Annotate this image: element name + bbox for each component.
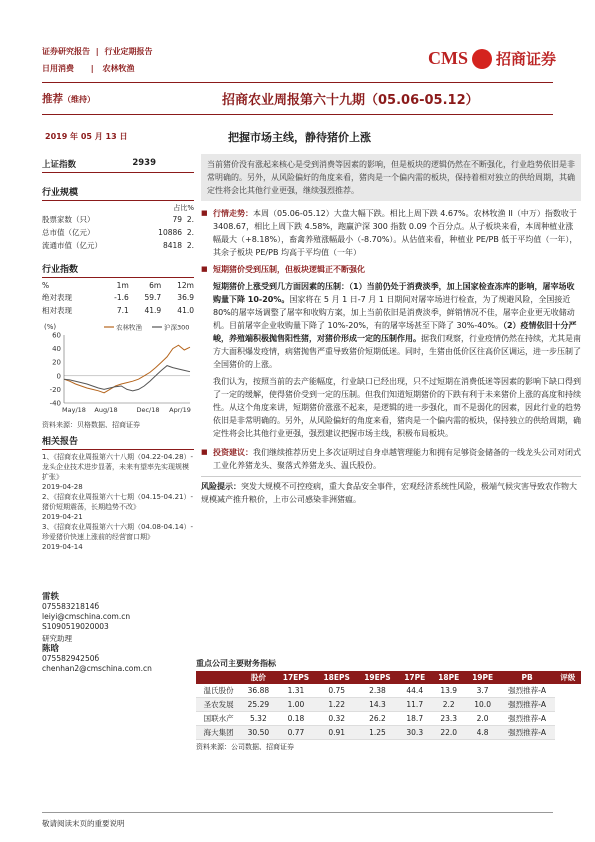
analyst1-tel: 07558321814б: [42, 602, 100, 611]
cell: 强烈推荐-A: [500, 726, 555, 740]
cell: 22.0: [432, 726, 466, 740]
legend-label: 沪深300: [164, 323, 190, 332]
para-text-2: 据我们观察，行业疫情仍然在持续，尤其是南方大面积爆发疫情，病猪抛售严重导致猪价短期低迷。同时，生猪由低价区往高价区调运，进一步压制了全国猪价的上涨。: [213, 334, 581, 369]
table-header: [196, 671, 581, 684]
perf-value: 41.0: [177, 306, 194, 315]
header-rule: [42, 82, 553, 83]
cell: 温氏股份: [196, 684, 241, 698]
risk-note: [201, 476, 581, 506]
related-reports-title: 相关报告: [42, 434, 194, 450]
cell: 海大集团: [196, 726, 241, 740]
table-row: [42, 213, 194, 226]
para-bold-1: 短期猪价上涨受到几方面因素的压制：（1）当前仍处于消费淡季，加上国家检查冻库的影响，屠宰场收购量下降 10-20%。: [213, 282, 575, 304]
cell: 强烈推荐-A: [500, 684, 555, 698]
scale-pct: 2.: [186, 228, 194, 237]
index-value: 2939: [132, 158, 156, 168]
main-content: [201, 154, 581, 506]
para-pressure: [201, 280, 581, 371]
perf-value: 59.7: [144, 293, 162, 302]
cell: 圣农发展: [196, 698, 241, 712]
cell: 3.7: [466, 684, 500, 698]
y-tick-label: -40: [49, 399, 61, 408]
industry-index-title: 行业指数: [42, 262, 194, 278]
bullet-advice-label: 投资建议：: [213, 448, 253, 457]
related-item[interactable]: 2、《招商农业周报第六十七期（04.15-04.21）-猪价短期震荡，长期趋势不改》: [42, 493, 194, 511]
cell: 0.32: [316, 712, 357, 726]
analyst2-email[interactable]: chenhan2@cmschina.com.cn: [42, 664, 152, 673]
cell: 10.0: [466, 698, 500, 712]
cell: 0.91: [316, 726, 357, 740]
cell: 2.38: [357, 684, 398, 698]
pct-label: 占比%: [173, 204, 194, 212]
company-table-block: [196, 658, 581, 752]
table-row: [42, 226, 194, 239]
scale-value: 79: [172, 215, 183, 224]
cell: 1.31: [276, 684, 317, 698]
col-head: 19EPS: [357, 671, 398, 684]
scale-value: 8418: [162, 241, 183, 250]
risk-text: 突发大规模不可控疫病，重大食品安全事件，宏观经济系统性风险，极端气候灾害导致农作物大规模减产推升粮价，上市公司感染非洲猪瘟。: [201, 482, 577, 504]
col-head: [196, 671, 241, 684]
perf-table: [42, 280, 194, 317]
legend-label: 农林牧渔: [116, 323, 142, 332]
report-date: 2019 年 05 月 13 日: [45, 132, 128, 141]
cell: 18.7: [398, 712, 432, 726]
table-row: [42, 304, 194, 317]
related-item[interactable]: 3、《招商农业周报第六十六期（04.08-04.14）-珍爱猪价快速上涨前的经营窗口期》: [42, 523, 194, 541]
cell: 30.50: [241, 726, 275, 740]
perf-value: 36.9: [177, 293, 194, 302]
para-text-1: 国家将在 5 月 1 日-7 月 1 日期间对屠宰场进行检查，为了规避风险，全国接近 80%的屠宰场调整了屠宰和收购方案，加上当前依旧是消费淡季，鲜销情况不佳，屠宰企业更无收储动机。目前屠宰企业收购量下降了 10%-20%，有的屠宰场甚至下降了 30%-40%。: [213, 295, 575, 330]
analyst1-email[interactable]: leiyi@cmschina.com.cn: [42, 612, 131, 621]
scale-value: 10886: [158, 228, 183, 237]
rating-label: 推荐: [42, 93, 63, 105]
performance-chart: [42, 321, 194, 416]
col-head: 17EPS: [276, 671, 317, 684]
col-head: 19PE: [466, 671, 500, 684]
para-view: 我们认为，按照当前的去产能幅度，行业缺口已经出现，只不过短期在消费低迷等因素的影响下缺口得到了一定的缓解，使得猪价受到一定的压制。但我们知道短期猪价的下跌有利于未来猪价上涨的高度和持续性。从这个角度来讲，短期猪价涨涨不起来，是逻辑的进一步强化，而不是弱化的因素，因此行业的趋势依旧是非常明确的。另外，从风险偏好的角度来看，猪肉是一个偏内需的板块，保持独立的供给周期，确定性将会比其他行业更强，强烈建议把握市场主线，积极布局板块。: [213, 377, 581, 438]
y-tick-label: 0: [56, 372, 61, 381]
bullet-market-text: 本周（05.06-05.12）大盘大幅下跌。相比上周下跌 4.67%。农林牧渔 II（中万）指数收于 3408.67，相比上周下跌 4.58%，跑赢沪深 300 指数 0.09 个百分点。从子板块来看，本周种植业涨幅最大（+8.18%），畜禽养殖涨幅最小（-8.70%）。从估值来看，种植业 PE/PB 低于平均值（一年），其余子板块 PE/PB 均高于平均值（一年）: [213, 209, 578, 257]
footer-note: 敬请阅读末页的重要说明: [42, 819, 125, 828]
related-date: 2019-04-28: [42, 483, 83, 491]
scale-table: [42, 213, 194, 252]
cell: 2.0: [466, 712, 500, 726]
col-head: 18PE: [432, 671, 466, 684]
separator: |: [95, 47, 99, 56]
y-tick-label: 20: [52, 358, 61, 367]
bullet-pig-price: [201, 263, 581, 276]
scale-pct: 2.: [186, 241, 194, 250]
scale-pct: 2.: [186, 215, 194, 224]
industry-scale-title: 行业规模: [42, 185, 194, 201]
cell: 强烈推荐-A: [500, 698, 555, 712]
logo-name: 招商证券: [496, 50, 557, 68]
cell: 30.3: [398, 726, 432, 740]
cell: 0.18: [276, 712, 317, 726]
col-head: PB: [500, 671, 555, 684]
company-table: [196, 671, 581, 740]
table-row: [42, 291, 194, 304]
table-row: [196, 726, 581, 740]
x-tick-label: May/18: [62, 406, 86, 414]
y-tick-label: 60: [52, 331, 61, 340]
x-tick-label: Apr/19: [169, 406, 191, 414]
logo-icon: [472, 49, 492, 69]
footer-rule: [42, 812, 553, 813]
sidebar: [42, 150, 194, 674]
report-title: 招商农业周报第六十九期（05.06-05.12）: [222, 93, 479, 108]
analyst2-tel: 07558294250б: [42, 654, 100, 663]
series-line-agriculture: [64, 345, 190, 393]
table-row: [42, 239, 194, 252]
perf-label: 绝对表现: [42, 293, 72, 302]
table-source: 资料来源：公司数据、招商证券: [196, 743, 294, 751]
related-item[interactable]: 1、《招商农业周报第六十八期（04.22-04.28）-龙头企业技术进步显著，未来有望率先实现规模扩张》: [42, 453, 194, 481]
table-header: [42, 280, 194, 291]
col-head: 17PE: [398, 671, 432, 684]
y-tick-label: -20: [49, 385, 61, 394]
perf-value: 41.9: [144, 306, 162, 315]
logo-cms-text: CMS: [428, 48, 468, 68]
para-bold-2: （2）疫情依旧十分严峻，养殖端积极抛售阳性猪，对猪价形成一定的压制作用。: [213, 321, 577, 343]
col-head: 股价: [241, 671, 275, 684]
rating: [42, 91, 95, 106]
tag-sector: 日用消费: [42, 64, 74, 73]
tag-periodic-report: 行业定期报告: [104, 47, 153, 56]
cell: 2.2: [432, 698, 466, 712]
header-tags: [42, 46, 153, 74]
analyst-block: [42, 592, 194, 674]
bullet-pig-price-label: 短期猪价受到压制，但板块逻辑正不断强化: [213, 265, 365, 274]
cell: 25.29: [241, 698, 275, 712]
cell: 11.7: [398, 698, 432, 712]
bullet-market: [201, 207, 581, 259]
risk-label: 风险提示：: [201, 482, 241, 491]
perf-value: -1.6: [114, 293, 129, 302]
analyst1-name: 雷轶: [42, 592, 60, 602]
analyst1-cert: S1090519020003: [42, 622, 109, 631]
cell: 1.22: [316, 698, 357, 712]
col-head: 12m: [177, 281, 194, 290]
summary-box: 当前猪价没有涨起来核心是受到消费等因素的影响，但是板块的逻辑仍然在不断强化，行业趋势依旧是非常明确的。另外，从风险偏好的角度来看，猪肉是一个偏内需的板块，保持着相对独立的供给周期，其确定性将会比其他行业更强，继续强烈推荐。: [201, 154, 581, 201]
cell: 0.77: [276, 726, 317, 740]
perf-label: 相对表现: [42, 306, 72, 315]
related-list: [42, 452, 194, 552]
perf-value: 7.1: [116, 306, 129, 315]
cell: 44.4: [398, 684, 432, 698]
cell: 4.8: [466, 726, 500, 740]
table-row: [196, 684, 581, 698]
bullet-advice: [201, 446, 581, 472]
cell: 14.3: [357, 698, 398, 712]
chart-source: 资料来源：贝格数据、招商证券: [42, 421, 140, 429]
y-tick-label: 40: [52, 345, 61, 354]
col-head: 18EPS: [316, 671, 357, 684]
cell: 1.00: [276, 698, 317, 712]
cms-logo: [428, 48, 556, 69]
tag-subsector: 农林牧渔: [102, 64, 135, 73]
cell: 36.88: [241, 684, 275, 698]
cell: 23.3: [432, 712, 466, 726]
related-date: 2019-04-21: [42, 513, 83, 521]
bullet-market-label: 行情走势：: [213, 209, 253, 218]
assistant-label: 研究助理: [42, 634, 72, 643]
cell: 1.25: [357, 726, 398, 740]
index-label: 上证指数: [42, 160, 77, 170]
bullet-advice-text: 我们继续推荐历史上多次证明过自身卓越管理能力和拥有足够资金储备的一线龙头公司对闭式工业化养猪龙头、聚落式养猪龙头、温氏股份。: [213, 448, 581, 470]
col-head: 1m: [116, 281, 129, 290]
scale-label: 总市值（亿元）: [42, 228, 95, 237]
table-row: [196, 712, 581, 726]
cell: 国联水产: [196, 712, 241, 726]
col-head: 评级: [555, 671, 581, 684]
headline: 把握市场主线，静待猪价上涨: [228, 131, 371, 144]
table-title: 重点公司主要财务指标: [196, 659, 276, 668]
scale-label: 股票家数（只）: [42, 215, 95, 224]
analyst2-name: 陈晗: [42, 644, 60, 654]
col-head: 6m: [149, 281, 162, 290]
separator: |: [90, 64, 94, 73]
cell: 26.2: [357, 712, 398, 726]
cell: 13.9: [432, 684, 466, 698]
related-date: 2019-04-14: [42, 543, 83, 551]
cell: 强烈推荐-A: [500, 712, 555, 726]
cell: 5.32: [241, 712, 275, 726]
col-head: %: [42, 281, 50, 290]
y-axis-label: (%): [44, 323, 57, 331]
table-row: [196, 698, 581, 712]
scale-label: 流通市值（亿元）: [42, 241, 102, 250]
x-tick-label: Aug/18: [94, 406, 118, 414]
rating-sub: （维持）: [63, 95, 95, 104]
title-rule: [42, 114, 553, 115]
cell: 0.75: [316, 684, 357, 698]
x-tick-label: Dec/18: [136, 406, 160, 414]
tag-research-report: 证券研究报告: [42, 47, 90, 56]
